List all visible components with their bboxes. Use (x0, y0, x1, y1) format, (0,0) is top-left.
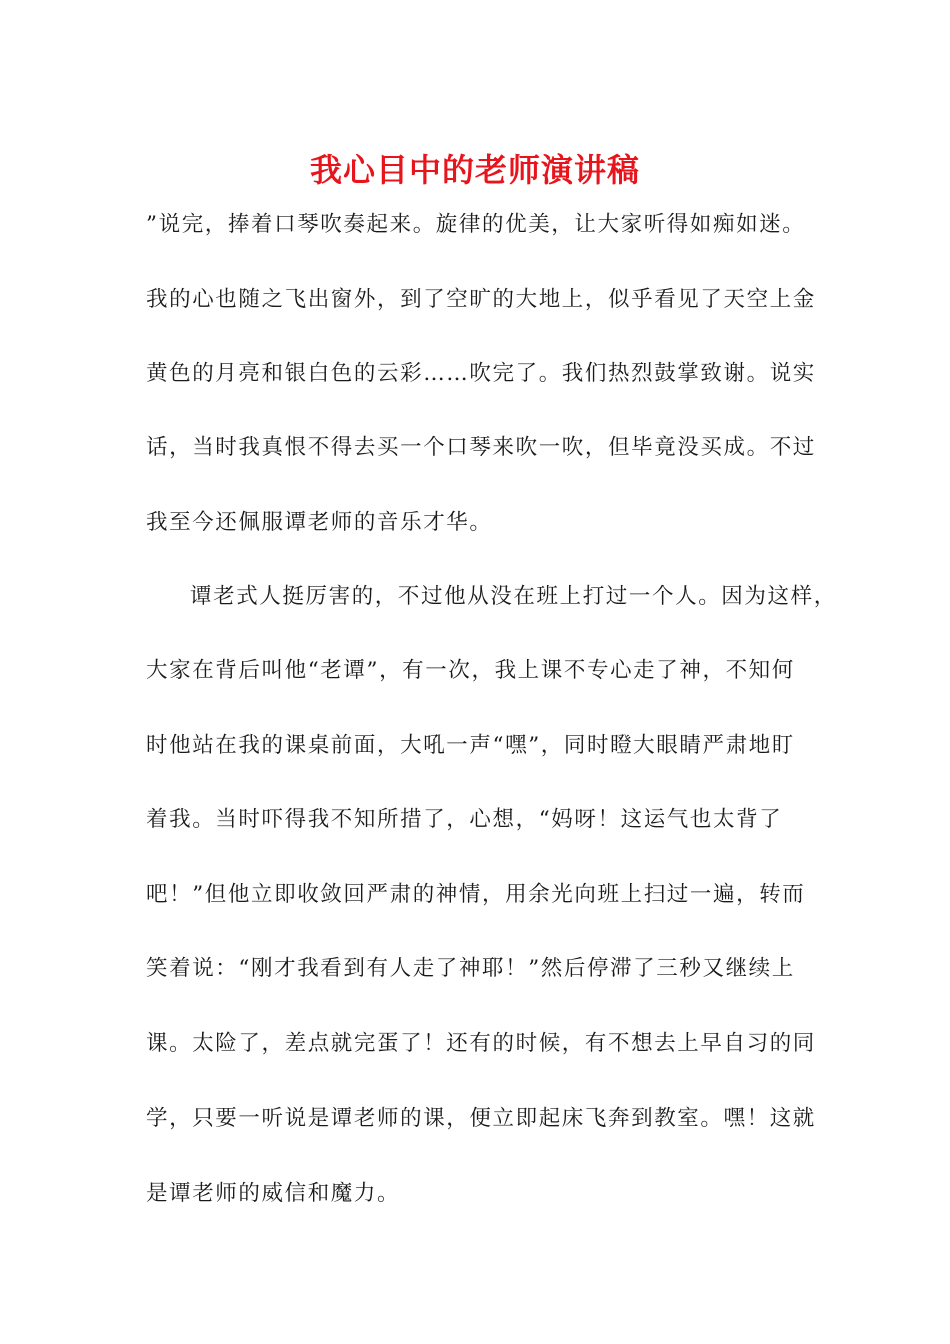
text-line: 时他站在我的课桌前面，大吼一声“嘿”，同时瞪大眼睛严肃地盯 (146, 733, 795, 758)
paragraph-first-line: 谭老式人挺厉害的，不过他从没在班上打过一个人。因为这样， (190, 584, 837, 609)
page-title: 我心目中的老师演讲稿 (309, 151, 640, 189)
text-line: 是谭老师的威信和魔力。 (146, 1181, 401, 1206)
text-line: 笑着说：“刚才我看到有人走了神耶！”然后停滞了三秒又继续上 (146, 956, 795, 981)
text-line: 学，只要一听说是谭老师的课，便立即起床飞奔到教室。嘿！这就 (146, 1106, 816, 1131)
text-line: 着我。当时吓得我不知所措了，心想，“妈呀！这运气也太背了 (146, 807, 783, 832)
text-line: 我的心也随之飞出窗外，到了空旷的大地上，似乎看见了天空上金 (146, 287, 816, 312)
text-line: 话，当时我真恨不得去买一个口琴来吹一吹，但毕竟没买成。不过 (146, 435, 816, 460)
text-line: 黄色的月亮和银白色的云彩……吹完了。我们热烈鼓掌致谢。说实 (146, 361, 816, 386)
text-line: 我至今还佩服谭老师的音乐才华。 (146, 510, 493, 535)
text-line: ”说完，捧着口琴吹奏起来。旋律的优美，让大家听得如痴如迷。 (146, 212, 806, 237)
text-line: 大家在背后叫他“老谭”，有一次，我上课不专心走了神，不知何 (146, 658, 795, 683)
text-line: 吧！”但他立即收敛回严肃的神情，用余光向班上扫过一遍，转而 (146, 882, 806, 907)
text-line: 课。太险了，差点就完蛋了！还有的时候，有不想去上早自习的同 (146, 1031, 816, 1056)
